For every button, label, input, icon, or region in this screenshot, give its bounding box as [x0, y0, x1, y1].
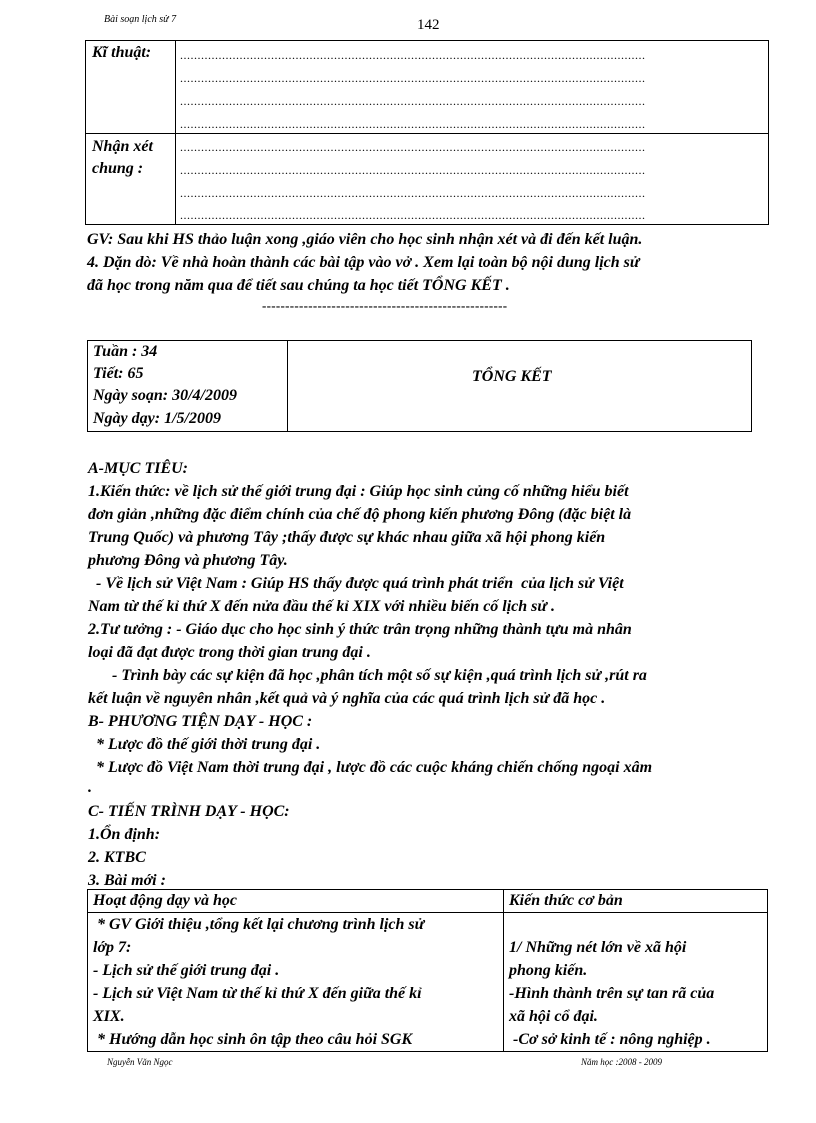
activity-left-line: - Lịch sử Việt Nam từ thế kỉ thứ X đến giữa thế kỉ [93, 985, 422, 1002]
body-line: * Lược đồ Việt Nam thời trung đại , lược đồ các cuộc kháng chiến chống ngoại xâm [88, 759, 653, 776]
activity-left-line: lớp 7: [93, 939, 132, 956]
footer-school-year: Năm học :2008 - 2009 [581, 1057, 662, 1067]
body-line: * Lược đồ thế giới thời trung đại . [88, 736, 321, 753]
review-dots-4: ..................................................................................................................................... [180, 117, 646, 131]
body-line: . [88, 779, 92, 796]
body-line: đơn giản ,những đặc điểm chính của chế độ phong kiến phương Đông (đặc biệt là [88, 506, 632, 523]
body-line: C- TIẾN TRÌNH DẠY - HỌC: [88, 803, 290, 820]
activity-header-left: Hoạt động dạy và học [93, 892, 237, 909]
lesson-prepared-date: Ngày soạn: 30/4/2009 [93, 387, 237, 404]
review-row-label-comment-2: chung : [92, 160, 144, 177]
review-dots-8: ..................................................................................................................................... [180, 208, 646, 222]
review-dots-1: ..................................................................................................................................... [180, 48, 646, 62]
header-doc-label: Bài soạn lịch sử 7 [104, 14, 177, 25]
activity-right-line: 1/ Những nét lớn về xã hội [509, 939, 687, 956]
body-line: 1.Ổn định: [88, 826, 161, 843]
body-line: 3. Bài mới : [88, 872, 166, 889]
gv-conclusion-line: GV: Sau khi HS thảo luận xong ,giáo viên cho học sinh nhận xét và đi đến kết luận. [87, 231, 643, 248]
body-line: - Về lịch sử Việt Nam : Giúp HS thấy được quá trình phát triển của lịch sử Việt [88, 575, 624, 592]
homework-line-1: 4. Dặn dò: Về nhà hoàn thành các bài tập vào vở . Xem lại toàn bộ nội dung lịch sử [87, 254, 640, 271]
activity-left-line: XIX. [93, 1008, 125, 1025]
lesson-week: Tuần : 34 [93, 343, 158, 360]
body-line: - Trình bày các sự kiện đã học ,phân tích một số sự kiện ,quá trình lịch sử ,rút ra [88, 667, 647, 684]
review-dots-5: ..................................................................................................................................... [180, 140, 646, 154]
review-dots-3: ..................................................................................................................................... [180, 94, 646, 108]
review-dots-6: ..................................................................................................................................... [180, 163, 646, 177]
activity-right-line: -Hình thành trên sự tan rã của [509, 985, 715, 1002]
body-line: Nam từ thế kỉ thứ X đến nửa đầu thế kỉ XIX với nhiều biến cố lịch sử . [88, 598, 555, 615]
activity-header-right: Kiến thức cơ bản [509, 892, 623, 909]
page-number: 142 [417, 17, 440, 33]
activity-left-line: * Hướng dẫn học sinh ôn tập theo câu hỏi SGK [93, 1031, 413, 1048]
lesson-title: TỔNG KẾT [472, 368, 552, 385]
review-row-label-comment-1: Nhận xét [92, 138, 153, 155]
section-separator: ----------------------------------------------------- [262, 298, 508, 313]
footer-author: Nguyễn Văn Ngọc [107, 1057, 173, 1067]
body-line: A-MỤC TIÊU: [88, 460, 189, 477]
body-line: kết luận về nguyên nhân ,kết quả và ý nghĩa của các quá trình lịch sử đã học . [88, 690, 606, 707]
activity-left-line: - Lịch sử thế giới trung đại . [93, 962, 280, 979]
homework-line-2: đã học trong năm qua để tiết sau chúng ta học tiết TỔNG KẾT . [87, 277, 510, 294]
review-dots-2: ..................................................................................................................................... [180, 71, 646, 85]
body-line: phương Đông và phương Tây. [88, 552, 288, 569]
activity-right-line: xã hội cổ đại. [509, 1008, 598, 1025]
activity-table-col-divider [503, 889, 504, 1052]
body-line: loại đã đạt được trong thời gian trung đại . [88, 644, 371, 661]
activity-left-line: * GV Giới thiệu ,tổng kết lại chương trình lịch sử [93, 916, 425, 933]
activity-right-line: -Cơ sở kinh tế : nông nghiệp . [509, 1031, 711, 1048]
body-line: B- PHƯƠNG TIỆN DẠY - HỌC : [88, 713, 313, 730]
body-line: 2.Tư tưởng : - Giáo dục cho học sinh ý thức trân trọng những thành tựu mà nhân [88, 621, 632, 638]
body-line: 2. KTBC [88, 849, 146, 866]
review-row-label-technique: Kĩ thuật: [92, 44, 152, 61]
review-dots-7: ..................................................................................................................................... [180, 186, 646, 200]
lesson-taught-date: Ngày dạy: 1/5/2009 [93, 410, 221, 427]
body-line: Trung Quốc) và phương Tây ;thấy được sự khác nhau giữa xã hội phong kiến [88, 529, 606, 546]
activity-right-line: phong kiến. [509, 962, 588, 979]
body-line: 1.Kiến thức: về lịch sử thế giới trung đại : Giúp học sinh củng cố những hiểu biết [88, 483, 629, 500]
lesson-info-divider [287, 340, 288, 432]
lesson-period: Tiết: 65 [93, 365, 144, 382]
